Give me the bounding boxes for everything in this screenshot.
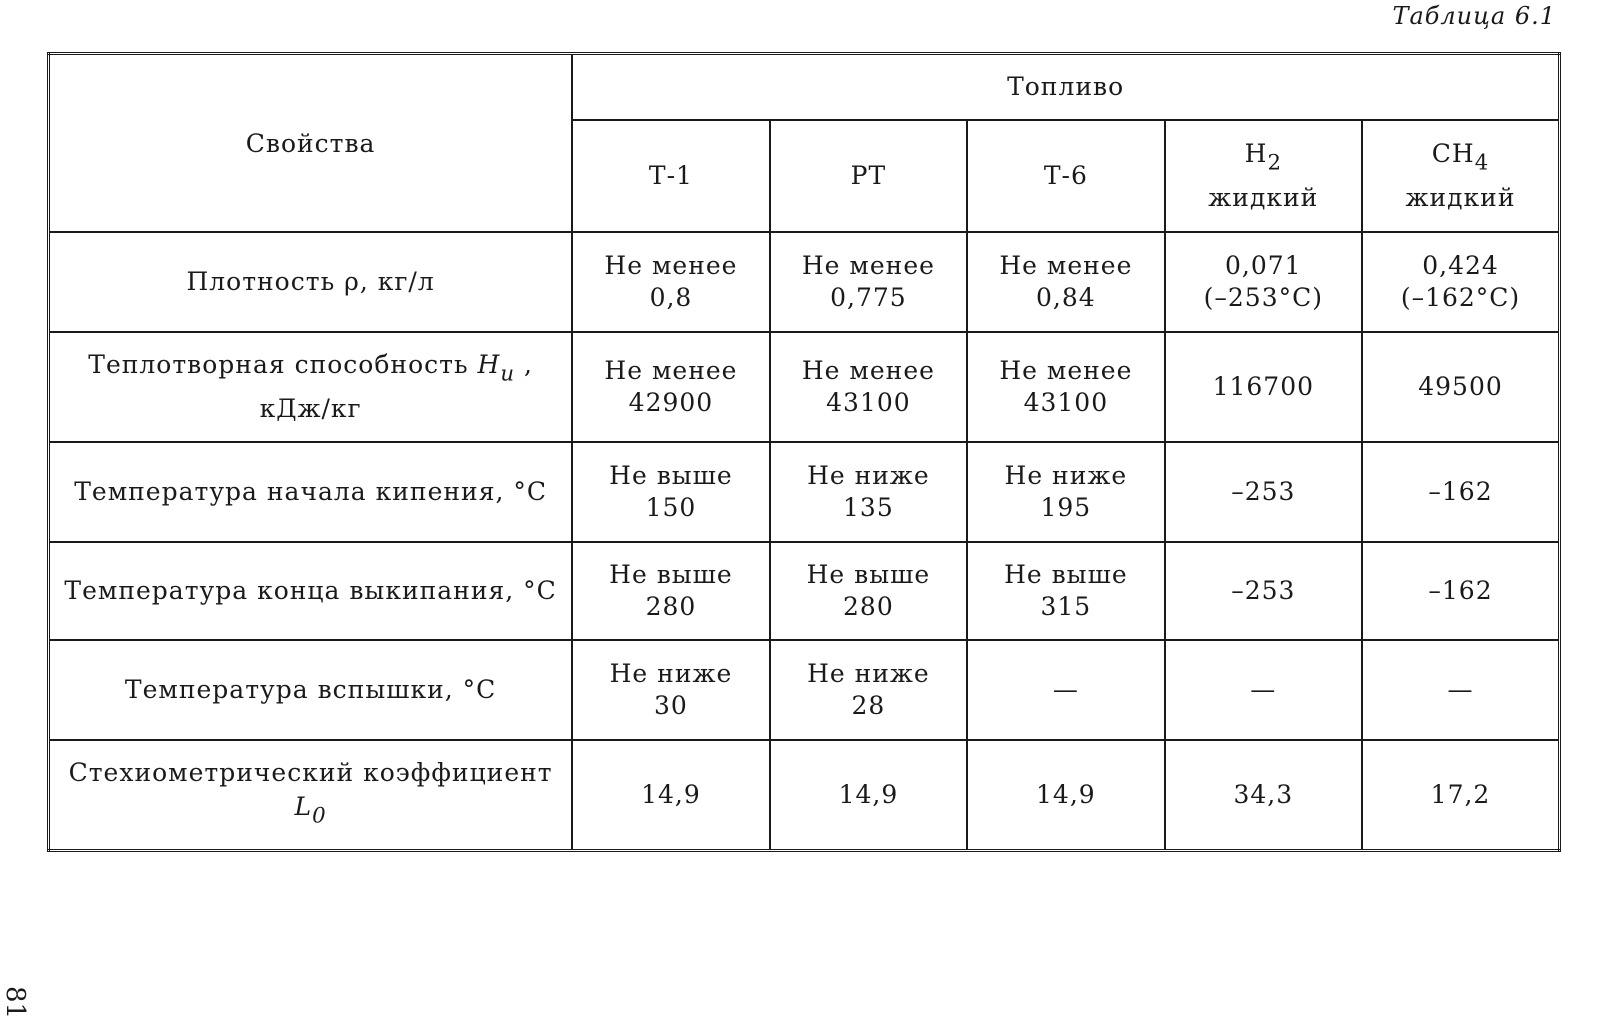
property-name <box>49 332 573 442</box>
value-cell <box>770 332 967 442</box>
fuel-header-4 <box>1165 120 1362 232</box>
value-cell <box>572 740 769 850</box>
table-row <box>49 232 1560 332</box>
value-cell <box>967 232 1164 332</box>
value-cell <box>1362 442 1559 542</box>
value-line: Не ниже <box>807 461 930 490</box>
value-line: 0,424 <box>1422 251 1499 280</box>
value-line: Не выше <box>806 560 931 589</box>
value-line: 30 <box>654 691 688 720</box>
value-line: Не менее <box>604 251 738 280</box>
fuel-state: жидкий <box>1208 182 1319 212</box>
value-line: 43100 <box>826 388 911 417</box>
value-cell <box>1165 542 1362 640</box>
fuel-name: Т-6 <box>1043 160 1088 190</box>
value-line: 14,9 <box>838 779 899 809</box>
value-line: Не ниже <box>807 659 930 688</box>
value-line: Не менее <box>604 356 738 385</box>
table-row <box>49 740 1560 850</box>
value-line: Не ниже <box>1004 461 1128 490</box>
value-line: 14,9 <box>641 779 701 809</box>
fuel-header-5 <box>1362 120 1559 232</box>
value-cell <box>572 442 769 542</box>
table-row <box>49 542 1560 640</box>
value-cell <box>1362 232 1559 332</box>
property-name <box>49 740 573 850</box>
property-name <box>49 442 573 542</box>
fuel-state: жидкий <box>1405 182 1516 212</box>
value-line: –253 <box>1231 576 1296 605</box>
fuel-group-header: Топливо <box>572 54 1559 120</box>
value-line: 195 <box>1040 493 1092 522</box>
table-caption: Таблица 6.1 <box>1392 2 1556 30</box>
fuel-name-subscript: 4 <box>1474 150 1490 176</box>
value-cell <box>770 442 967 542</box>
value-line: 0,84 <box>1036 283 1096 312</box>
value-line: 135 <box>843 493 894 522</box>
value-cell <box>967 442 1164 542</box>
property-name <box>49 542 573 640</box>
property-pre: Плотность ρ, кг/л <box>186 267 435 296</box>
value-cell <box>1165 332 1362 442</box>
value-cell <box>967 542 1164 640</box>
value-line: 43100 <box>1023 388 1109 417</box>
fuel-properties-table <box>47 52 1561 852</box>
property-post: , кДж/кг <box>259 350 533 423</box>
value-cell <box>1362 542 1559 640</box>
value-line: — <box>1447 675 1474 704</box>
fuel-name: H <box>1244 139 1268 169</box>
value-cell <box>1165 442 1362 542</box>
value-line: 280 <box>645 592 697 621</box>
value-cell <box>770 740 967 850</box>
value-line: 116700 <box>1212 372 1315 401</box>
value-line: 28 <box>851 691 886 720</box>
value-line: 0,775 <box>830 283 907 312</box>
fuel-name: РТ <box>850 160 887 190</box>
value-line: (–162°С) <box>1400 283 1521 312</box>
property-pre: Температура вспышки, °С <box>124 675 497 704</box>
value-line: –253 <box>1231 477 1296 506</box>
value-cell <box>1362 640 1559 740</box>
fuel-name-subscript: 2 <box>1267 150 1282 176</box>
value-line: 49500 <box>1418 372 1503 401</box>
property-sub: u <box>500 361 516 387</box>
property-sub: 0 <box>312 803 327 829</box>
value-line: (–253°С) <box>1203 283 1323 312</box>
table-row <box>49 442 1560 542</box>
value-cell <box>572 542 769 640</box>
fuel-header-1 <box>572 120 769 232</box>
value-cell <box>967 332 1164 442</box>
value-line: 14,9 <box>1036 779 1096 809</box>
value-cell <box>1165 740 1362 850</box>
value-line: 150 <box>645 493 697 522</box>
value-line: Не выше <box>1004 560 1128 589</box>
value-cell <box>572 640 769 740</box>
value-line: Не ниже <box>609 659 733 688</box>
value-line: 17,2 <box>1430 779 1491 809</box>
value-line: 42900 <box>628 388 714 417</box>
value-line: Не менее <box>801 356 935 385</box>
value-line: Не менее <box>801 251 935 280</box>
value-line: Не менее <box>999 356 1133 385</box>
value-cell <box>1362 332 1559 442</box>
value-line: 0,071 <box>1225 251 1302 280</box>
value-cell <box>770 232 967 332</box>
value-line: 0,8 <box>649 283 693 312</box>
value-cell <box>1165 232 1362 332</box>
value-cell <box>967 740 1164 850</box>
value-line: — <box>1250 675 1277 704</box>
value-cell <box>1165 640 1362 740</box>
property-pre: Температура конца выкипания, °С <box>64 576 557 605</box>
property-pre: Теплотворная способность <box>88 350 478 380</box>
properties-header: Свойства <box>49 54 573 233</box>
value-cell <box>770 542 967 640</box>
value-line: –162 <box>1428 576 1493 605</box>
property-name <box>49 640 573 740</box>
fuel-name: CH <box>1431 139 1475 169</box>
value-cell <box>572 332 769 442</box>
property-sym: L <box>294 792 313 822</box>
value-line: Не выше <box>609 461 733 490</box>
value-cell <box>967 640 1164 740</box>
value-line: –162 <box>1428 477 1493 506</box>
page-number: 81 <box>0 986 30 1020</box>
property-pre: Стехиометрический коэффициент <box>68 758 553 788</box>
value-line: — <box>1052 675 1079 704</box>
value-cell <box>770 640 967 740</box>
fuel-header-2 <box>770 120 967 232</box>
fuel-header-3 <box>967 120 1164 232</box>
property-name <box>49 232 573 332</box>
table-row <box>49 640 1560 740</box>
value-line: Не выше <box>609 560 733 589</box>
value-line: 315 <box>1040 592 1092 621</box>
value-line: 34,3 <box>1233 779 1294 809</box>
value-line: 280 <box>843 592 894 621</box>
property-sym: H <box>477 350 501 380</box>
value-cell <box>1362 740 1559 850</box>
value-cell <box>572 232 769 332</box>
fuel-name: Т-1 <box>648 160 693 190</box>
property-pre: Температура начала кипения, °С <box>74 477 547 506</box>
table-row <box>49 332 1560 442</box>
value-line: Не менее <box>999 251 1133 280</box>
